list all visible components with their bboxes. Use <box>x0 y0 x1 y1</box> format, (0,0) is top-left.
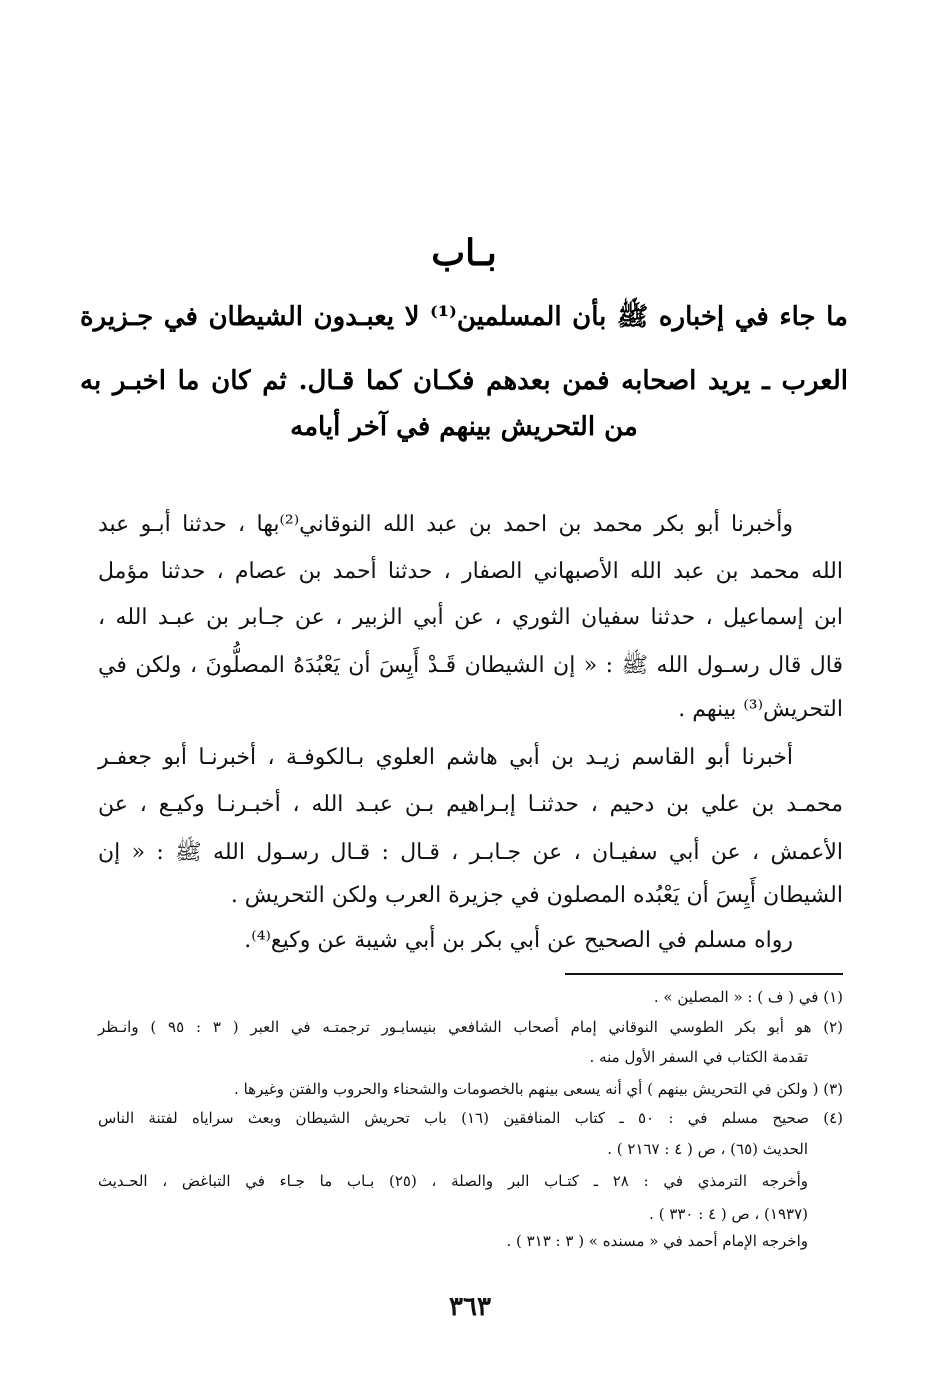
footnote-2-line-1: (٢) هو أبو بكر الطوسي النوقاني إمام أصحاب الشافعي بنيسابـور ترجمتـه في العبر ( ٣ : ٩٥ ) وانـظر <box>98 1018 844 1036</box>
body-line-1: وأخبرنا أبو بكر محمد بن احمد بن عبد الله النوقاني⁽²⁾بها ، حدثنا أبـو عبد <box>98 512 793 537</box>
footnote-2-line-2: تقدمة الكتاب في السفر الأول منه . <box>589 1048 808 1066</box>
body-line-2: الله محمد بن عبد الله الأصبهاني الصفار ، حدثنا أحمد بن عصام ، حدثنا مؤمل <box>98 559 843 584</box>
footnote-separator <box>565 973 843 975</box>
body-line-9: الشيطان أَيِسَ أن يَعْبُده المصلون في جزيرة العرب ولكن التحريش . <box>230 883 843 908</box>
chapter-title-line-3: من التحريش بينهم في آخر أيامه <box>290 412 638 442</box>
body-line-10: رواه مسلم في الصحيح عن أبي بكر بن أبي شيبة عن وكيع⁽⁴⁾. <box>244 928 793 953</box>
body-line-8: الأعمش ، عن أبي سفيـان ، عن جـابـر ، قـال : قـال رسـول الله ﷺ : « إن <box>98 840 843 865</box>
page-number: ٣٦٣ <box>449 1292 491 1322</box>
chapter-title-line-2: العرب ـ يريد اصحابه فمن بعدهم فكـان كما قـال. ثم كان ما اخبـر به <box>80 366 848 396</box>
footnote-1: (١) في ( ف ) : « المصلين » . <box>653 988 843 1006</box>
footnote-4-line-1: (٤) صحيح مسلم في : ٥٠ ـ كتاب المنافقين (١٦) باب تحريش الشيطان وبعث سراياه لفتنة الناس <box>98 1109 843 1127</box>
body-line-6: أخبرنا أبو القاسم زيـد بن أبي هاشم العلوي بـالكوفـة ، أخبرنـا أبو جعفـر <box>98 745 793 770</box>
footnote-4-line-2: الحديث (٦٥) ، ص ( ٤ : ٢١٦٧ ) . <box>607 1140 808 1158</box>
body-line-5: التحريش⁽³⁾ بينهم . <box>678 697 843 722</box>
footnote-4-line-3: وأخرجه الترمذي في : ٢٨ ـ كتـاب البر والصلة ، (٢٥) بـاب ما جـاء في التباغض ، الحـديث <box>98 1172 808 1190</box>
footnote-4-line-5: واخرجه الإمام أحمد في « مسنده » ( ٣ : ٣١٣ ) . <box>506 1232 808 1250</box>
body-line-7: محمـد بن علي بن دحيم ، حدثنـا إبـراهيم بـن عبـد الله ، أخبـرنـا وكيـع ، عن <box>98 792 843 817</box>
chapter-title-line-1: ما جاء في إخباره ﷺ بأن المسلمين⁽¹⁾ لا يعبـدون الشيطان في جـزيرة <box>80 302 848 332</box>
footnote-3: (٣) ( ولكن في التحريش بينهم ) أي أنه يسعى بينهم بالخصومات والشحناء والحروب والفتن وغيرها . <box>234 1080 843 1098</box>
chapter-bab-heading: بـاب <box>431 232 497 274</box>
footnote-4-line-4: (١٩٣٧) ، ص ( ٤ : ٣٣٠ ) . <box>649 1205 808 1223</box>
body-line-3: ابن إسماعيل ، حدثنا سفيان الثوري ، عن أبي الزبير ، عن جـابر بن عبـد الله ، <box>98 605 843 630</box>
body-line-4: قال قال رسـول الله ﷺ : « إن الشيطان قَـدْ أَيِسَ أن يَعْبُدَهُ المصلُّونَ ، ولكن في <box>98 653 843 678</box>
